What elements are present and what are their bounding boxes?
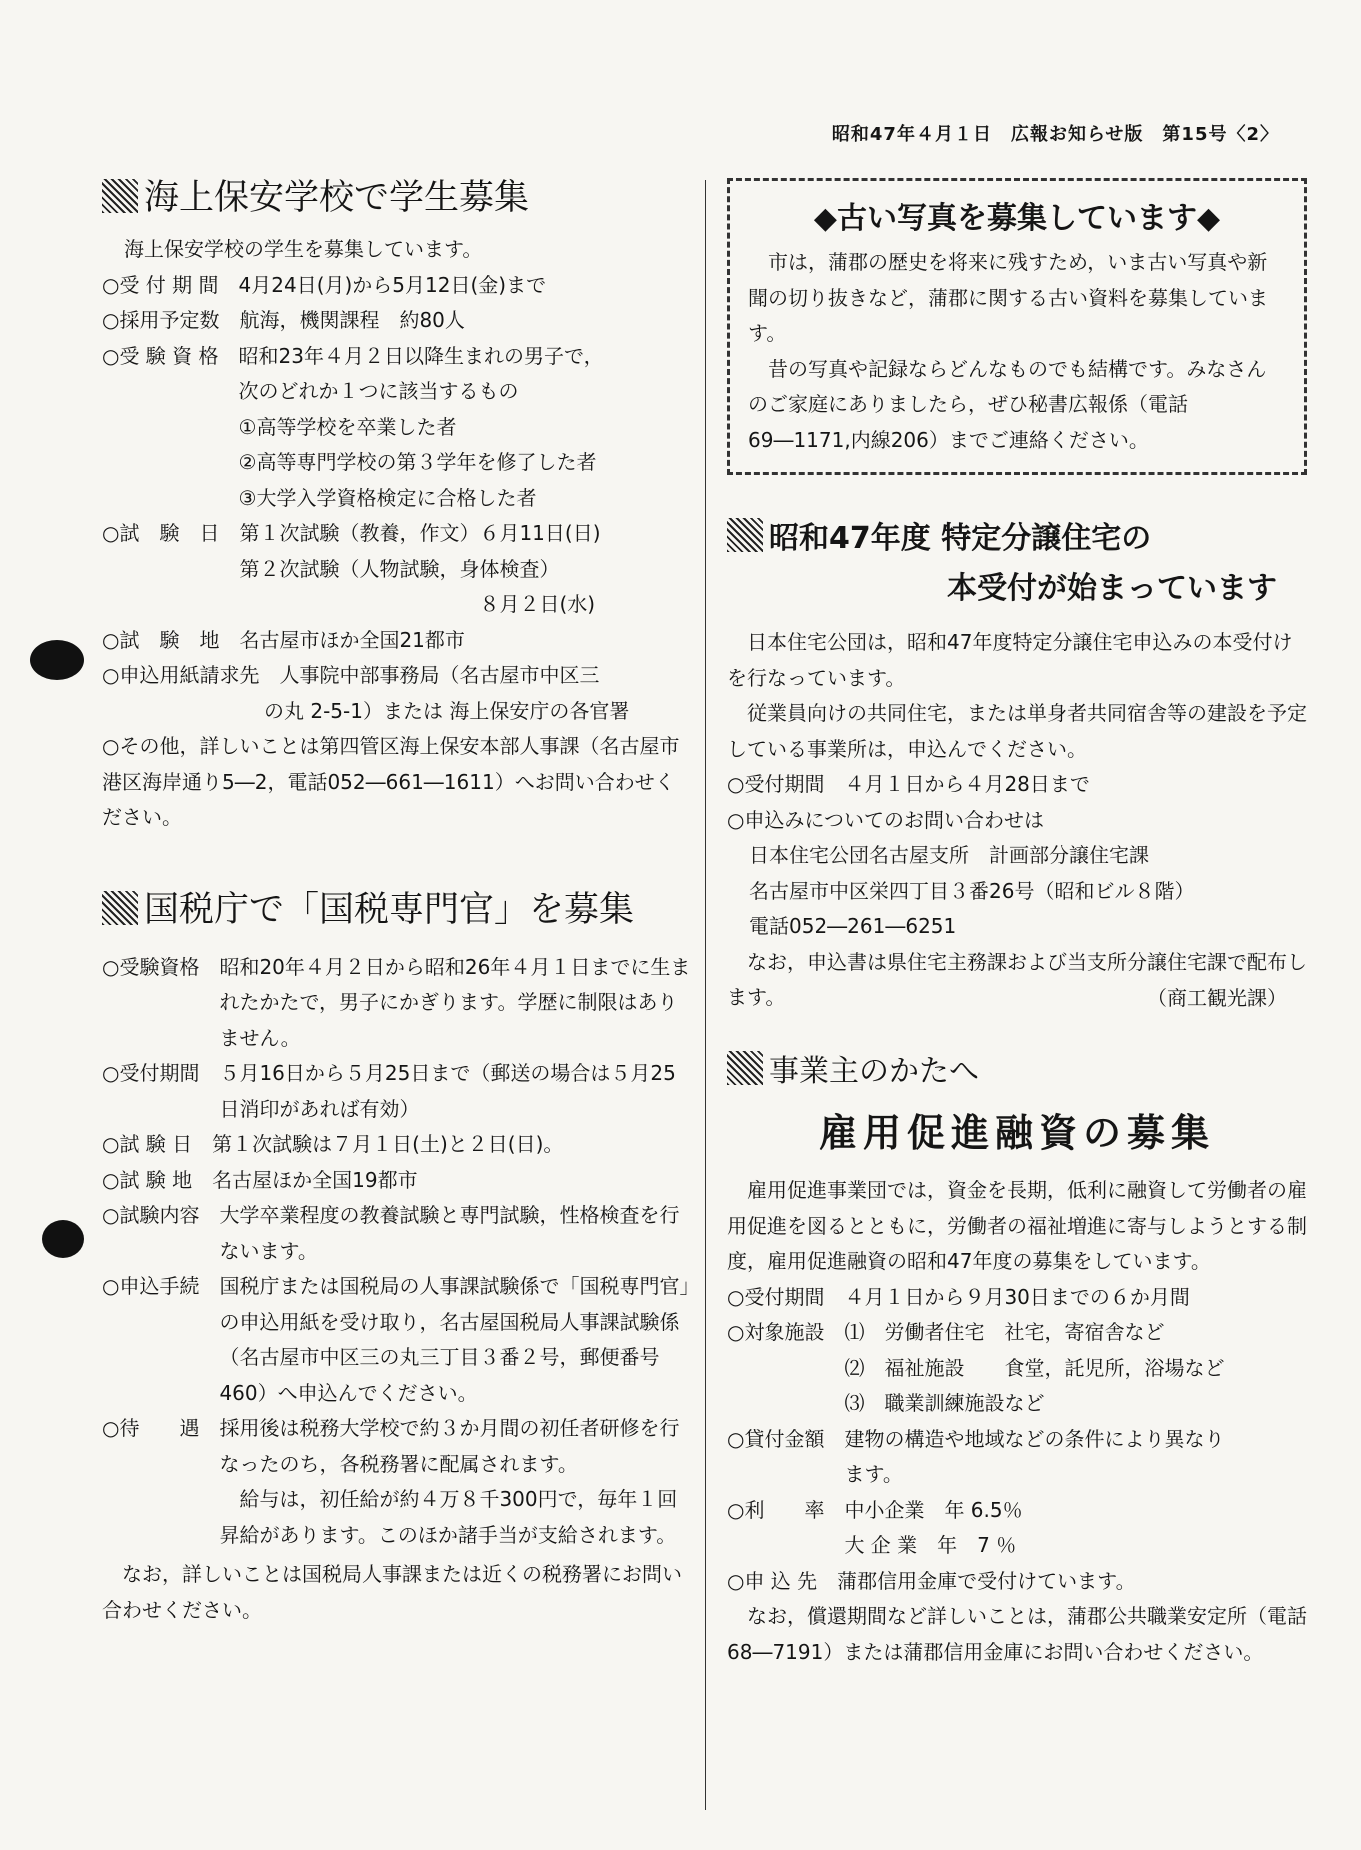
note-text: なお，申込書は県住宅主務課および当支所分譲住宅課で配布します。 — [727, 949, 1307, 1009]
box-paragraph-1: 市は，蒲郡の歴史を将来に残すため，いま古い写真や新聞の切り抜きなど，蒲郡に関する古い資料を募集しています。 — [748, 250, 1268, 345]
department: （商工観光課） — [1147, 985, 1287, 1010]
ink-blot-2 — [42, 1220, 84, 1258]
section-title: 昭和47年度 特定分譲住宅の — [727, 513, 1307, 557]
paragraph: 雇用促進事業団では，資金を長期，低利に融資して労働者の雇用促進を図るとともに，労働者の福祉増進に寄与しようとする制度，雇用促進融資の昭和47年度の募集をしています。 — [727, 1178, 1307, 1273]
right-column — [727, 170, 1307, 1670]
item-label: ○試 験 日 — [102, 1132, 213, 1156]
info-item — [727, 1564, 1307, 1600]
section-title: 海上保安学校で学生募集 — [102, 170, 692, 220]
section-subtitle: 本受付が始まっています — [947, 571, 1277, 606]
item-label: ○試 験 地 — [102, 627, 240, 652]
item-value: 第１次試験（教養，作文）６月11日(日) 第２次試験（人物試験，身体検査） ８月２日(水) — [239, 521, 601, 616]
section-subtitle: 雇用促進融資の募集 — [818, 1110, 1215, 1155]
apply-address: ○申込用紙請求先 人事院中部事務局（名古屋市中区三 — [102, 663, 600, 687]
item-value: 名古屋市ほか全国21都市 — [239, 627, 465, 652]
info-item — [102, 1127, 692, 1163]
inquiry-text: ○申込みについてのお問い合わせは — [727, 807, 1045, 832]
phone-line: 電話052―261―6251 — [749, 914, 957, 938]
hatch-mark — [102, 179, 138, 213]
section-title: 事業主のかたへ — [727, 1046, 1307, 1090]
item-label: ○貸付金額 — [727, 1426, 845, 1451]
item-label: ○試 験 地 — [102, 1167, 213, 1192]
ink-blot-1 — [30, 640, 84, 680]
section-housing — [727, 513, 1307, 1016]
item-label: ○申込手続 — [102, 1274, 220, 1298]
info-item — [727, 1280, 1307, 1316]
info-item — [102, 1269, 692, 1411]
item-value: 蒲郡信用金庫で受付けています。 — [837, 1568, 1136, 1593]
item-value: 昭和20年４月２日から昭和26年４月１日までに生まれたかたで，男子にかぎります。学歴に制限はありません。 — [219, 954, 691, 1050]
period-text: ○受付期間 ４月１日から４月28日まで — [727, 772, 1090, 796]
item-label: ○試 験 日 — [102, 521, 240, 545]
info-item — [727, 1315, 1307, 1422]
address-line: 名古屋市中区栄四丁目３番26号（昭和ビル８階） — [749, 878, 1195, 903]
info-item — [102, 268, 692, 304]
item-label: ○利 率 — [727, 1497, 845, 1522]
item-label: ○受付期間 — [727, 1284, 845, 1309]
item-label: ○受付期間 — [102, 1061, 220, 1085]
item-value: 採用後は税務大学校で約３か月間の初任者研修を行なったのち，各税務署に配属されます。 — [219, 1416, 680, 1476]
hatch-mark — [102, 891, 138, 925]
salary-text: 給与は，初任給が約４万８千300円で，毎年１回昇給があります。このほか諸手当が支給されます。 — [219, 1487, 678, 1547]
item-value: ４月１日から９月30日までの６か月間 — [844, 1284, 1190, 1309]
page-header: 昭和47年４月１日 広報お知らせ版 第15号〈2〉 — [831, 124, 1279, 145]
intro-text: 海上保安学校の学生を募集しています。 — [124, 237, 483, 261]
info-item — [102, 516, 692, 623]
apply-address-cont: の丸 2-5-1）または 海上保安庁の各官署 — [264, 698, 630, 723]
note-text: なお，償還期間など詳しいことは，蒲郡公共職業安定所（電話68―7191）または蒲郡信用金庫にお問い合わせください。 — [727, 1604, 1307, 1664]
item-label: ○待 遇 — [102, 1416, 220, 1440]
info-item — [727, 1493, 1307, 1564]
item-value: 大学卒業程度の教養試験と専門試験，性格検査を行ないます。 — [219, 1203, 680, 1263]
info-item — [102, 303, 692, 339]
hatch-mark — [727, 518, 763, 552]
item-value: 航海，機関課程 約80人 — [239, 308, 465, 332]
section-employment-loan — [727, 1046, 1307, 1670]
item-label: ○対象施設 — [727, 1320, 845, 1344]
item-label: ○受 付 期 間 — [102, 272, 239, 297]
info-item — [102, 1056, 692, 1127]
item-value: 名古屋ほか全国19都市 — [212, 1167, 418, 1192]
item-value: 建物の構造や地域などの条件により異なり ます。 — [844, 1426, 1225, 1486]
hatch-mark — [727, 1051, 763, 1085]
item-value: 中小企業 年 6.5％ 大 企 業 年 7 ％ — [844, 1497, 1023, 1557]
info-item — [102, 623, 692, 659]
section-coast-guard-school — [102, 170, 692, 836]
item-label: ○受験資格 — [102, 954, 220, 979]
item-value: ⑴ 労働者住宅 社宅，寄宿舎など ⑵ 福祉施設 食堂，託児所，浴場など ⑶ 職業訓練施設など — [844, 1320, 1225, 1415]
note-text: なお，詳しいことは国税局人事課または近くの税務署にお問い合わせください。 — [102, 1562, 682, 1622]
info-item — [102, 950, 692, 1057]
old-photo-box — [727, 178, 1307, 475]
info-item — [102, 339, 692, 517]
info-item — [727, 1422, 1307, 1493]
item-value: ５月16日から５月25日まで（郵送の場合は５月25日消印があれば有効） — [219, 1061, 676, 1121]
item-label: ○採用予定数 — [102, 308, 240, 332]
paragraph: 従業員向けの共同住宅，または単身者共同宿舎等の建設を予定している事業所は，申込んでください。 — [727, 701, 1307, 761]
column-divider — [705, 180, 706, 1810]
item-label: ○試験内容 — [102, 1203, 220, 1227]
paragraph: 日本住宅公団は，昭和47年度特定分譲住宅申込みの本受付けを行なっています。 — [727, 630, 1293, 690]
item-label: ○受 験 資 格 — [102, 343, 239, 368]
other-info: ○その他，詳しいことは第四管区海上保安本部人事課（名古屋市港区海岸通り5―2，電話052―661―1611）へお問い合わせください。 — [102, 734, 680, 829]
box-title: ◆古い写真を募集しています◆ — [813, 201, 1221, 236]
info-item — [102, 1163, 692, 1199]
address-line: 日本住宅公団名古屋支所 計画部分譲住宅課 — [749, 843, 1149, 867]
section-title: 国税庁で「国税専門官」を募集 — [102, 882, 692, 932]
info-item — [102, 1411, 692, 1553]
left-column — [102, 170, 692, 1628]
item-label: ○申 込 先 — [727, 1568, 838, 1593]
item-value: 第１次試験は７月１日(土)と２日(日)。 — [212, 1132, 564, 1156]
section-tax-specialist — [102, 882, 692, 1629]
item-value: 昭和23年４月２日以降生まれの男子で， 次のどれか１つに該当するもの ①高等学校を卒業した者 ②高等専門学校の第３学年を修了した者 ③大学入学資格検定に合格した者 — [238, 343, 604, 510]
item-value: 4月24日(月)から5月12日(金)まで — [238, 272, 547, 297]
item-value: 国税庁または国税局の人事課試験係で「国税専門官」の申込用紙を受け取り，名古屋国税局人事課試験係（名古屋市中区三の丸三丁目３番２号，郵便番号 460）へ申込んでください。 — [219, 1274, 690, 1405]
info-item — [102, 1198, 692, 1269]
box-paragraph-2: 昔の写真や記録ならどんなものでも結構です。みなさんのご家庭にありましたら，ぜひ秘書広報係（電話69―1171,内線206）までご連絡ください。 — [748, 356, 1267, 452]
